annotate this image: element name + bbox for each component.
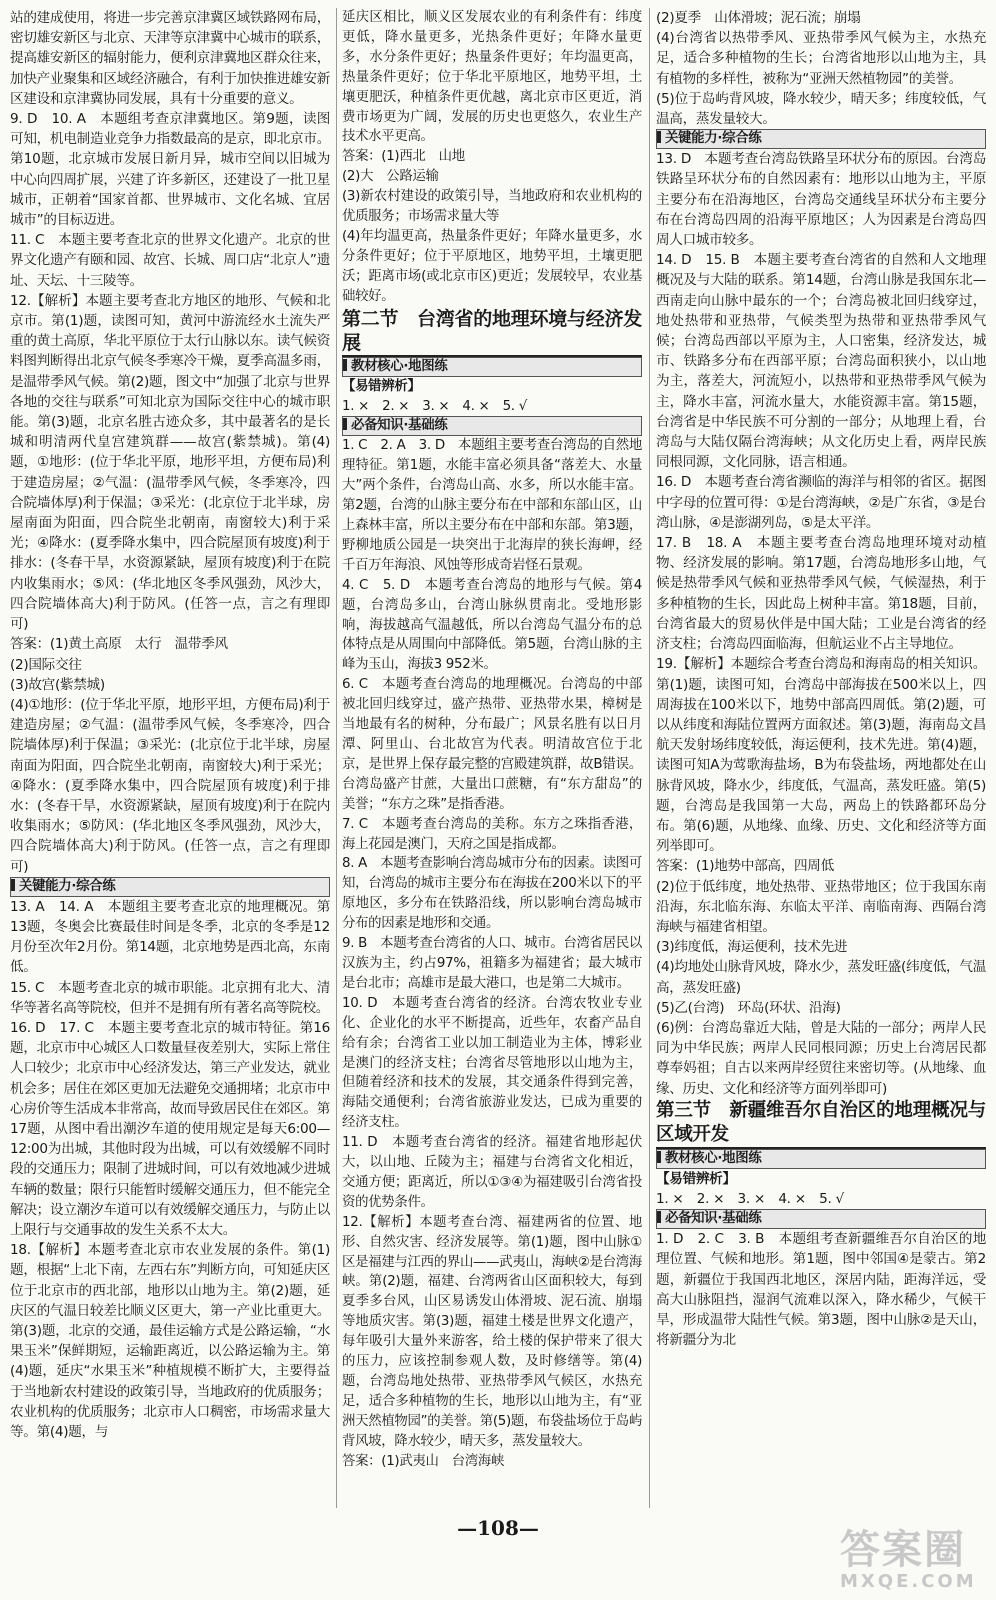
- watermark-url: MXQE.COM: [840, 1571, 977, 1592]
- answer-paragraph: 1. × 2. × 3. × 4. × 5. √: [656, 1190, 844, 1207]
- answer-paragraph: 16. D 本题考查台湾省濒临的海洋与相邻的省区。据图中字母的位置可得：①是台湾海峡，②是广东省，③是台湾山脉，④是澎湖列岛，⑤是太平洋。: [656, 474, 986, 531]
- answer-paragraph: 1. D 2. C 3. B 本题组考查新疆维吾尔自治区的地理位置、气候和地形。第1题，图中邻国④是蒙古。第2题，新疆位于我国西北地区，深居内陆，距海洋远，受高大山脉阻挡，湿润气流难以深入，降水稀少，气候干旱，形成温带大陆性气候。第3题，图中山脉②是天山，将新疆分为北: [656, 1231, 986, 1349]
- answer-line: 答案：(1)西北 山地: [342, 149, 465, 165]
- answer-paragraph: (3)新农村建设的政策引导，当地政府和农业机构的优质服务；市场需求量大等: [342, 189, 642, 225]
- section-label: [656, 129, 986, 149]
- answer-paragraph: (2)大 公路运输: [342, 169, 439, 185]
- answer-paragraph: 延庆区相比，顺义区发展农业的有利条件有：纬度更低，降水量更多，光热条件更好；年降水量更多，水分条件更好；热量条件更好；年均温更高，热量条件更好；位于华北平原地区，地势平坦，土壤更肥沃，种植条件更优越，离北京市区更近，消费市场更为广阔，发展的历史也更悠久，农业生产技术水平更高。: [342, 10, 642, 145]
- answer-paragraph: 17. B 18. A 本题主要考查台湾岛地理环境对动植物、经济发展的影响。第17题，台湾岛地形多山地，气候是热带季风气候和亚热带季风气候，气候湿热，利于多种植物的生长，因此岛上树种丰富。第18题，目前，台湾省最大的贸易伙伴是中国大陆；工业是台湾省的经济支柱；台湾岛四面临海，但航运业不占主导地位。: [656, 535, 986, 653]
- subsection-tag: 【易错辨析】: [342, 378, 421, 394]
- answer-paragraph: 1. × 2. × 3. × 4. × 5. √: [342, 398, 527, 414]
- answer-paragraph: 11. C 本题主要考查北京的世界文化遗产。北京的世界文化遗产有颐和园、故宫、长城、周口店“北京人”遗址、天坛、十三陵等。: [10, 232, 330, 289]
- answer-paragraph: 15. C 本题考查北京的城市职能。北京拥有北大、清华等著名高等院校，但并不是拥有所有著名高等院校。: [10, 979, 330, 1016]
- section-label-text: 关键能力·综合练: [19, 878, 116, 894]
- answer-paragraph: 10. D 本题考查台湾省的经济。台湾农牧业专业化、企业化的水平不断提高，近些年，农畜产品自给有余；台湾省工业以加工制造业为主体，博彩业是澳门的经济支柱；台湾省尽管地形以山地为主，但随着经济和技术的发展，其交通条件得到完善，海陆交通便利；台湾省旅游业发达，已成为重要的经济支柱。: [342, 995, 642, 1131]
- answer-paragraph: (4)均地处山脉背风坡，降水少，蒸发旺盛(纬度低，气温高，蒸发旺盛): [656, 959, 986, 996]
- answer-paragraph: (5)位于岛屿背风坡，降水较少，晴天多；纬度较低，气温高，蒸发量较大。: [656, 90, 986, 128]
- section-label: [342, 416, 642, 436]
- answer-paragraph: 19.【解析】本题综合考查台湾岛和海南岛的相关知识。第(1)题，读图可知，台湾岛中部海拔在500米以上，四周海拔在100米以下，地势中部高四周低。第(2)题，可以从纬度和海陆位置两方面叙述。第(3)题，海南岛文昌航天发射场纬度较低，海运便利，技术先进。第(4)题，读图可知A为莺歌海盐场，B为布袋盐场，两地都处在山脉背风坡，降水少，纬度低，气温高，蒸发旺盛。第(5)题，台湾岛是我国第一大岛，两岛上的铁路都环岛分布。第(6)题，从地缘、血缘、历史、文化和经济等方面列举即可。: [656, 656, 986, 855]
- answer-paragraph: 12.【解析】本题考查台湾、福建两省的位置、地形、自然灾害、经济发展等。第(1)题，图中山脉①区是福建与江西的界山——武夷山，海峡②是台湾海峡。第(2)题，福建、台湾两省山区面积较大，每到夏季多台风，山区易诱发山体滑坡、泥石流、崩塌等地质灾害。第(3)题，福建土楼是世界文化遗产，每年吸引大量外来游客，给土楼的保护带来了很大的压力，应该控制参观人数，及时修缮等。第(4)题，台湾岛地处热带、亚热带季风气候区，水热充足，适合多种植物的生长，地形以山地为主，有“亚洲天然植物园”的美誉。第(5)题，布袋盐场位于岛屿背风坡，降水较少，晴天多，蒸发量较大。: [342, 1214, 642, 1449]
- section-label-text: 教材核心·地图练: [665, 1150, 762, 1166]
- answer-paragraph: (3)故宫(紫禁城): [10, 676, 105, 693]
- label-bar-icon: [657, 1151, 661, 1163]
- answer-paragraph: 18.【解析】本题考查北京市农业发展的条件。第(1)题，根据“上北下南，左西右东”判断方向，可知延庆区位于北京市的西北部，地形以山地为主。第(2)题，延庆区的气温日较差比顺义区更大，第一产业比重更大。第(3)题，北京的交通，最佳运输方式是公路运输，“水果玉米”保鲜期短，运输距离近，以公路运输为主。第(4)题，延庆“水果玉米”种植规模不断扩大，主要得益于当地新农村建设的政策引导，当地政府的优质服务；农业机构的优质服务；北京市人口稠密，市场需求量大等。第(4)题，与: [10, 1242, 330, 1441]
- answer-line: 答案：(1)地势中部高，四周低: [656, 858, 834, 875]
- subsection-tag: 【易错辨析】: [656, 1170, 736, 1187]
- answer-paragraph: 11. D 本题考查台湾省的经济。福建省地形起伏大，以山地、丘陵为主；福建与台湾省文化相近，交通方便；距离近，所以①③④为福建吸引台湾省投资的优势条件。: [342, 1135, 642, 1210]
- answer-paragraph: (2)国际交往: [10, 656, 82, 673]
- column-left: [10, 8, 330, 1442]
- answer-paragraph: 8. A 本题考查影响台湾岛城市分布的因素。读图可知，台湾岛的城市主要分布在海拔在200米以下的平原地区，多分布在铁路沿线，所以影响台湾岛城市分布的因素是地形和交通。: [342, 856, 642, 932]
- column-middle: [342, 8, 642, 1472]
- answer-paragraph: 1. C 2. A 3. D 本题组主要考查台湾岛的自然地理特征。第1题，水能丰富必须具备“落差大、水量大”两个条件，台湾岛山高、水多，所以水能丰富。第2题，台湾的山脉主要分布在中部和东部山区，山上森林丰富，所以主要分布在中部和东部。第3题，野柳地质公园是一块突出于北海岸的狭长海岬，经千百万年海浪、风蚀等形成奇岩怪石景观。: [342, 438, 642, 573]
- column-divider: [336, 8, 337, 1508]
- answer-paragraph: (6)例：台湾岛靠近大陆，曾是大陆的一部分；两岸人民同为中华民族；两岸人民同根同源；历史上台湾居民都尊奉妈祖；自古以来两岸经贸往来密切等。(从地缘、血缘、历史、文化和经济等方面列举即可): [656, 1019, 986, 1097]
- answer-paragraph: (4)台湾省以热带季风、亚热带季风气候为主，水热充足，适合多种植物的生长；台湾省地形以山地为主，具有植物的多样性，被称为“亚洲天然植物园”的美誉。: [656, 30, 986, 87]
- column-divider: [649, 8, 650, 1508]
- answer-paragraph: 16. D 17. C 本题主要考查北京的城市特征。第16题，北京市中心城区人口数量昼夜差别大，实际上常住人口较少；北京市中心经济发达，第三产业发达，就业机会多；居住在郊区更加无法避免交通拥堵；北京市中心房价等生活成本非常高，故而导致居民住在郊区。第17题，从图中看出潮汐车道的使用规定是每天6:00—12:00为出城，其他时段为出城，可以有效缓解不同时段的交通压力；限制了进城时间，可以有效地减少进城车辆的数量；限行只能暂时缓解交通压力，但不能完全解决；设立潮汐车道可以有效缓解交通压力，与防止以上限行与交通事故的发生关系不太大。: [10, 1019, 330, 1238]
- answer-paragraph: (2)夏季 山体滑坡；泥石流；崩塌: [656, 10, 861, 26]
- section-label: [10, 877, 330, 897]
- answer-paragraph: 6. C 本题考查台湾岛的地理概况。台湾岛的中部被北回归线穿过，盛产热带、亚热带水果，樟树是当地最有名的树种，分布最广；风景名胜有以日月潭、阿里山、台北故宫为代表。明清故宫位于北京，是世界上保存最完整的宫殿建筑群，故B错误。台湾岛盛产甘蔗，大量出口蔗糖，有“东方甜岛”的美誉；“东方之珠”是指香港。: [342, 677, 642, 812]
- watermark-logo: [840, 1528, 990, 1594]
- answer-paragraph: 站的建成使用，将进一步完善京津冀区域铁路网布局，密切雄安新区与北京、天津等京津冀中心城市的联系，提高雄安新区的辐射能力，便利京津冀地区群众往来，加快产业聚集和区域经济融合，有利于加快推进雄安新区建设和京津冀协同发展，具有十分重要的意义。: [10, 10, 330, 107]
- answer-paragraph: 9. D 10. A 本题组考查京津冀地区。第9题，读图可知，机电制造业竞争力指数最高的是京，即北京市。第10题，北京城市发展日新月异，城市空间以旧城为中心向四周扩展，兴建了许多新区，还建设了一批卫星城市，正朝着“国家首都、世界城市、文化名城、宜居城市”的目标迈进。: [10, 111, 330, 229]
- label-bar-icon: [11, 879, 15, 891]
- answer-paragraph: (4)①地形：(位于华北平原，地形平坦，方便布局)利于建造房屋；②气温：(温带季风气候，冬季寒冷，四合院墙体厚)利于保温；③采光：(北京位于北半球，房屋南面为阳面，四合院坐北朝南，南窗较大)利于采光；④降水：(夏季降水集中，四合院屋顶有坡度)利于排水：(冬春干旱，水资源紧缺，屋顶有坡度)利于在院内收集雨水；⑤防风：(华北地区冬季风强劲，风沙大，四合院墙体高大)利于防风。(任答一点，言之有理即可): [10, 696, 330, 875]
- answer-line: 答案：(1)黄土高原 太行 温带季风: [10, 636, 228, 653]
- label-bar-icon: [657, 131, 661, 143]
- answer-paragraph: 4. C 5. D 本题考查台湾岛的地形与气候。第4题，台湾岛多山，台湾山脉纵贯南北。受地形影响，海拔越高气温越低，所以台湾岛气温分布的总体特点是从周围向中部降低。第5题，台湾山脉的主峰为玉山，海拔3 952米。: [342, 577, 642, 673]
- answer-line: 答案：(1)武夷山 台湾海峡: [342, 1453, 505, 1469]
- answer-paragraph: 14. D 15. B 本题主要考查台湾省的自然和人文地理概况及与大陆的联系。第14题，台湾山脉是我国东北—西南走向山脉中最东的一个；台湾岛被北回归线穿过，地处热带和亚热带，气候类型为热带和亚热带季风气候；台湾岛西部以平原为主，人口密集，经济发达，城市、铁路多分布在西部平原；台湾岛面积狭小，以山地为主，落差大，河流短小，以热带和亚热带季风气候为主，降水丰富，河流水量大，水能资源丰富。第15题，台湾省是中华民族不可分割的一部分；从地理上看，台湾岛与大陆仅隔台湾海峡；从文化历史上看，两岸民族同根同源，文化同脉，语言相通。: [656, 252, 986, 471]
- answer-paragraph: (3)纬度低，海运便利，技术先进: [656, 939, 848, 956]
- section-label-text: 关键能力·综合练: [665, 131, 762, 147]
- page-number: —108—: [457, 1516, 539, 1540]
- column-right: [656, 8, 986, 1350]
- section-label-text: 必备知识·基础练: [351, 418, 448, 434]
- label-bar-icon: [343, 359, 347, 371]
- section-label-text: 必备知识·基础练: [665, 1211, 762, 1227]
- answer-paragraph: 9. B 本题考查台湾省的人口、城市。台湾省居民以汉族为主，约占97%，祖籍多为福建省；最大城市是台北市；高雄市是最大港口，也是第二大城市。: [342, 936, 642, 991]
- section-label: [656, 1149, 986, 1169]
- answer-paragraph: (2)位于低纬度，地处热带、亚热带地区；位于我国东南沿海，东北临东海、东临太平洋、南临南海、西隔台湾海峡与福建省相望。: [656, 878, 986, 935]
- section-label: [342, 357, 642, 377]
- answer-paragraph: (5)乙(台湾) 环岛(环状、沿海): [656, 999, 841, 1016]
- answer-paragraph: (4)年均温更高，热量条件更好；年降水量更多，水分条件更好；位于平原地区，地势平坦，土壤更肥沃；距离市场(或北京市区)更近；发展较早，农业基础较好。: [342, 228, 642, 304]
- label-bar-icon: [343, 418, 347, 430]
- label-bar-icon: [657, 1211, 661, 1223]
- section-label: [656, 1209, 986, 1229]
- section-heading: 第三节 新疆维吾尔自治区的地理概况与区域开发: [656, 1099, 986, 1149]
- answer-paragraph: 12.【解析】本题主要考查北方地区的地形、气候和北京市。第(1)题，读图可知，黄河中游流经水土流失严重的黄土高原，华北平原位于太行山脉以东。读气候资料图判断得出北京气候冬季寒冷干燥，夏季高温多雨，是温带季风气候。第(2)题，图文中“加强了北京与世界各地的交往与联系”可知北京为国际交往中心的城市职能。第(3)题，北京名胜古迹众多，其中最著名的是长城和明清两代皇宫建筑群——故宫(紫禁城)。第(4)题，①地形：(位于华北平原，地形平坦，方便布局)利于建造房屋；②气温：(温带季风气候，冬季寒冷，四合院墙体厚)利于保温；③采光：(北京位于北半球，房屋南面为阳面，四合院坐北朝南，南窗较大)利于采光；④降水：(夏季降水集中，四合院屋顶有坡度)利于排水：(冬春干旱，水资源紧缺，屋顶有坡度)利于在院内收集雨水；⑤风：(华北地区冬季风强劲，风沙大，四合院墙体高大)利于防风。(任答一点，言之有理即可): [10, 292, 330, 633]
- answer-paragraph: 7. C 本题考查台湾岛的美称。东方之珠指香港，海上花园是澳门，天府之国是指成都。: [342, 816, 642, 852]
- section-heading: 第二节 台湾省的地理环境与经济发展: [342, 307, 642, 357]
- answer-paragraph: 13. D 本题考查台湾岛铁路呈环状分布的原因。台湾岛铁路呈环状分布的自然因素有：地形以山地为主，平原主要分布在沿海地区，台湾岛交通线呈环状分布主要分布在台湾岛四周的沿海平原地区；人为因素是台湾岛四周人口城市较多。: [656, 151, 986, 249]
- section-label-text: 教材核心·地图练: [351, 358, 448, 374]
- answer-paragraph: 13. A 14. A 本题组主要考查北京的地理概况。第13题，冬奥会比赛最佳时间是冬季，北京的冬季是12月份至次年2月份。第14题，北京地势是西北高，东南低。: [10, 898, 330, 976]
- watermark-text: 答案圈: [840, 1527, 966, 1573]
